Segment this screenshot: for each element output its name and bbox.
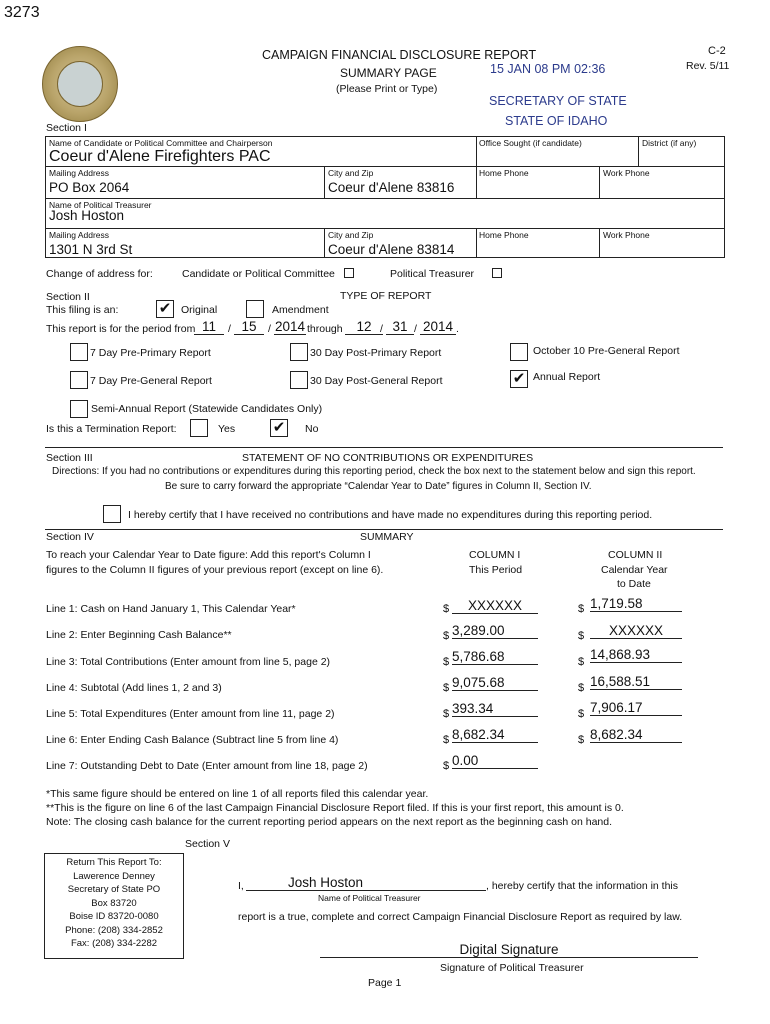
certify-statement-2: report is a true, complete and correct Campaign Financial Disclosure Report as required by law. bbox=[238, 911, 683, 923]
idaho-state-seal bbox=[42, 46, 118, 122]
work-phone-label: Work Phone bbox=[603, 168, 650, 178]
report-title: CAMPAIGN FINANCIAL DISCLOSURE REPORT bbox=[262, 48, 537, 62]
section-4-heading: Section IV bbox=[46, 531, 94, 543]
line-6-column-1[interactable]: 8,682.34 bbox=[452, 727, 538, 743]
column-2-subheading-2: to Date bbox=[617, 578, 651, 590]
treasurer-city-field[interactable]: Coeur d'Alene 83814 bbox=[328, 242, 455, 257]
column-2-subheading: Calendar Year bbox=[601, 564, 668, 576]
treasurer-mailing-field[interactable]: 1301 N 3rd St bbox=[49, 242, 133, 257]
currency-sign: $ bbox=[443, 603, 450, 615]
line-4-column-2[interactable]: 16,588.51 bbox=[590, 674, 682, 690]
currency-sign: $ bbox=[443, 760, 450, 772]
mailing-address-label: Mailing Address bbox=[49, 168, 110, 178]
summary-line-label: Line 4: Subtotal (Add lines 1, 2 and 3) bbox=[46, 682, 222, 694]
type-of-report-heading: TYPE OF REPORT bbox=[340, 290, 432, 302]
treasurer-name-caption: Name of Political Treasurer bbox=[318, 893, 421, 903]
no-contributions-checkbox[interactable] bbox=[103, 505, 121, 523]
line-2-column-2[interactable]: XXXXXX bbox=[590, 623, 682, 639]
line-3-column-1[interactable]: 5,786.68 bbox=[452, 649, 538, 665]
summary-line-label: Line 3: Total Contributions (Enter amount from line 5, page 2) bbox=[46, 656, 331, 668]
section-2-heading: Section II bbox=[46, 291, 90, 303]
section-3-heading: Section III bbox=[46, 452, 93, 464]
line-3-column-2[interactable]: 14,868.93 bbox=[590, 647, 682, 663]
period-to-day[interactable]: 31 bbox=[386, 319, 414, 335]
termination-yes-checkbox[interactable] bbox=[190, 419, 208, 437]
7day-pregeneral-checkbox[interactable] bbox=[70, 371, 88, 389]
section-5-heading: Section V bbox=[185, 838, 230, 850]
summary-instruction-1: To reach your Calendar Year to Date figure: Add this report's Column I bbox=[46, 549, 371, 561]
candidate-name-field[interactable]: Coeur d'Alene Firefighters PAC bbox=[49, 148, 271, 165]
treasurer-mailing-label: Mailing Address bbox=[49, 230, 110, 240]
return-address-line: Box 83720 bbox=[91, 897, 137, 909]
certify-i-label: I, bbox=[238, 880, 244, 892]
mailing-address-field[interactable]: PO Box 2064 bbox=[49, 180, 130, 195]
home-phone-label: Home Phone bbox=[479, 168, 529, 178]
received-stamp-date: 15 JAN 08 PM 02:36 bbox=[490, 62, 606, 76]
district-label: District (if any) bbox=[642, 138, 697, 148]
summary-line-label: Line 2: Enter Beginning Cash Balance** bbox=[46, 629, 232, 641]
return-address-line: Fax: (208) 334-2282 bbox=[70, 938, 158, 949]
30day-postgeneral-label: 30 Day Post-General Report bbox=[310, 375, 443, 387]
line-7-column-1[interactable]: 0.00 bbox=[452, 753, 538, 769]
period-to-month[interactable]: 12 bbox=[345, 319, 383, 335]
summary-instruction-2: figures to the Column II figures of your previous report (except on line 6). bbox=[46, 564, 384, 576]
column-1-heading: COLUMN I bbox=[469, 549, 521, 561]
period-from-day[interactable]: 15 bbox=[234, 319, 264, 335]
change-address-label: Change of address for: bbox=[46, 268, 153, 280]
summary-line-label: Line 7: Outstanding Debt to Date (Enter amount from line 18, page 2) bbox=[46, 760, 368, 772]
change-committee-checkbox[interactable] bbox=[344, 268, 354, 278]
oct10-pregeneral-checkbox[interactable] bbox=[510, 343, 528, 361]
change-treasurer-label: Political Treasurer bbox=[390, 268, 475, 280]
column-1-subheading: This Period bbox=[469, 564, 523, 576]
oct10-pregeneral-label: October 10 Pre-General Report bbox=[533, 345, 680, 357]
termination-no-label: No bbox=[305, 423, 319, 435]
document-number: 3273 bbox=[4, 4, 40, 21]
currency-sign: $ bbox=[443, 656, 450, 668]
original-label: Original bbox=[181, 304, 218, 316]
date-separator: / bbox=[228, 323, 231, 335]
treasurer-home-phone-label: Home Phone bbox=[479, 230, 529, 240]
office-sought-label: Office Sought (if candidate) bbox=[479, 138, 582, 148]
print-instruction: (Please Print or Type) bbox=[336, 83, 438, 95]
date-separator: / bbox=[380, 323, 383, 335]
period-from-month[interactable]: 11 bbox=[194, 319, 224, 335]
period-label: This report is for the period from bbox=[46, 323, 196, 335]
period-to-year[interactable]: 2014 bbox=[420, 319, 456, 335]
footnote-1: *This same figure should be entered on line 1 of all reports filed this calendar year. bbox=[46, 788, 429, 800]
form-code: C-2 bbox=[708, 45, 726, 57]
currency-sign: $ bbox=[578, 630, 585, 642]
return-address-line: Phone: (208) 334-2852 bbox=[65, 924, 163, 936]
section-3-carry-forward: Be sure to carry forward the appropriate “Calendar Year to Date” figures in Column II, Section IV. bbox=[165, 481, 592, 492]
footnote-2: **This is the figure on line 6 of the last Campaign Financial Disclosure Report filed. If this is your first report, this amount is 0. bbox=[46, 802, 624, 814]
return-address-line: Lawerence Denney bbox=[73, 870, 155, 882]
termination-label: Is this a Termination Report: bbox=[46, 423, 177, 435]
30day-postprimary-label: 30 Day Post-Primary Report bbox=[310, 347, 442, 359]
section-3-directions: Directions: If you had no contributions or expenditures during this reporting period, check the box next to the statement below and sign this report. bbox=[52, 466, 696, 477]
line-6-column-2[interactable]: 8,682.34 bbox=[590, 727, 682, 743]
30day-postgeneral-checkbox[interactable] bbox=[290, 371, 308, 389]
date-separator: / bbox=[414, 323, 417, 335]
received-stamp-state: STATE OF IDAHO bbox=[505, 114, 608, 128]
currency-sign: $ bbox=[578, 656, 585, 668]
form-revision: Rev. 5/11 bbox=[686, 60, 730, 72]
city-zip-field[interactable]: Coeur d'Alene 83816 bbox=[328, 180, 455, 195]
column-2-heading: COLUMN II bbox=[608, 549, 663, 561]
through-label: through bbox=[307, 323, 343, 335]
currency-sign: $ bbox=[443, 734, 450, 746]
treasurer-work-phone-label: Work Phone bbox=[603, 230, 650, 240]
change-committee-label: Candidate or Political Committee bbox=[182, 268, 335, 280]
currency-sign: $ bbox=[578, 734, 585, 746]
signature-caption: Signature of Political Treasurer bbox=[440, 962, 584, 974]
line-5-column-1[interactable]: 393.34 bbox=[452, 701, 538, 717]
currency-sign: $ bbox=[443, 708, 450, 720]
line-2-column-1[interactable]: 3,289.00 bbox=[452, 623, 538, 639]
closing-balance-note: Note: The closing cash balance for the current reporting period appears on the next report as the beginning cash on hand. bbox=[46, 816, 613, 828]
currency-sign: $ bbox=[443, 630, 450, 642]
currency-sign: $ bbox=[443, 682, 450, 694]
return-address bbox=[44, 856, 184, 951]
termination-no-checkbox[interactable]: ✔ bbox=[270, 419, 288, 437]
treasurer-name-field[interactable]: Josh Hoston bbox=[246, 875, 486, 891]
line-1-column-1[interactable]: XXXXXX bbox=[452, 598, 538, 614]
7day-preprimary-checkbox[interactable] bbox=[70, 343, 88, 361]
no-contributions-certify: I hereby certify that I have received no contributions and have made no expenditures during this reporting period. bbox=[128, 509, 653, 521]
received-stamp-office: SECRETARY OF STATE bbox=[489, 94, 627, 108]
return-address-line: Boise ID 83720-0080 bbox=[69, 911, 159, 922]
treasurer-name-label: Name of Political Treasurer bbox=[49, 200, 152, 210]
termination-yes-label: Yes bbox=[218, 423, 236, 435]
return-address-line: Secretary of State PO bbox=[67, 884, 161, 895]
treasurer-name-field[interactable]: Josh Hoston bbox=[49, 208, 125, 223]
certify-statement: , hereby certify that the information in this bbox=[486, 880, 679, 892]
section-1-heading: Section I bbox=[46, 122, 87, 134]
summary-title: SUMMARY bbox=[360, 531, 414, 543]
filing-type-label: This filing is an: bbox=[46, 304, 119, 316]
date-separator: / bbox=[268, 323, 271, 335]
amendment-label: Amendment bbox=[272, 304, 329, 316]
amendment-checkbox[interactable] bbox=[246, 300, 264, 318]
signature-field[interactable]: Digital Signature bbox=[320, 942, 698, 958]
30day-postprimary-checkbox[interactable] bbox=[290, 343, 308, 361]
line-4-column-1[interactable]: 9,075.68 bbox=[452, 675, 538, 691]
annual-report-label: Annual Report bbox=[533, 371, 601, 383]
period-end-mark: . bbox=[456, 323, 459, 335]
summary-line-label: Line 5: Total Expenditures (Enter amount from line 11, page 2) bbox=[46, 708, 335, 720]
semiannual-checkbox[interactable] bbox=[70, 400, 88, 418]
period-from-year[interactable]: 2014 bbox=[274, 319, 306, 334]
currency-sign: $ bbox=[578, 603, 585, 615]
annual-report-checkbox[interactable]: ✔ bbox=[510, 370, 528, 388]
currency-sign: $ bbox=[578, 682, 585, 694]
city-zip-label: City and Zip bbox=[328, 168, 374, 178]
change-treasurer-checkbox[interactable] bbox=[492, 268, 502, 278]
return-address-line: Return This Report To: bbox=[66, 857, 162, 868]
7day-pregeneral-label: 7 Day Pre-General Report bbox=[90, 375, 212, 387]
semiannual-label: Semi-Annual Report (Statewide Candidates Only) bbox=[91, 403, 323, 415]
report-subtitle: SUMMARY PAGE bbox=[340, 66, 437, 80]
7day-preprimary-label: 7 Day Pre-Primary Report bbox=[90, 347, 211, 359]
line-5-column-2[interactable]: 7,906.17 bbox=[590, 700, 682, 716]
candidate-name-label: Name of Candidate or Political Committee and Chairperson bbox=[49, 138, 273, 148]
section-3-title: STATEMENT OF NO CONTRIBUTIONS OR EXPENDITURES bbox=[242, 452, 534, 464]
line-1-column-2[interactable]: 1,719.58 bbox=[590, 596, 682, 612]
summary-line-label: Line 1: Cash on Hand January 1, This Calendar Year* bbox=[46, 603, 296, 615]
summary-line-label: Line 6: Enter Ending Cash Balance (Subtract line 5 from line 4) bbox=[46, 734, 339, 746]
currency-sign: $ bbox=[578, 708, 585, 720]
page-number: Page 1 bbox=[368, 977, 402, 989]
original-checkbox[interactable]: ✔ bbox=[156, 300, 174, 318]
treasurer-city-label: City and Zip bbox=[328, 230, 374, 240]
